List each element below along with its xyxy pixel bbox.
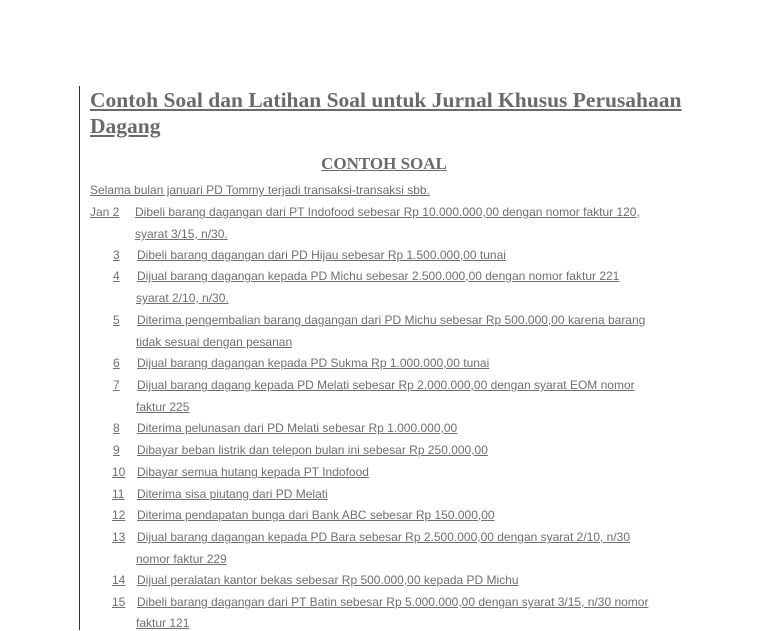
transaction-text[interactable]: syarat 2/10, n/30.	[136, 291, 229, 305]
section-heading[interactable]: CONTOH SOAL	[321, 154, 447, 173]
transaction-text[interactable]: Dijual barang dagangan kepada PD Michu sebesar 2.500.000,00 dengan nomor faktur 221	[137, 269, 620, 283]
transaction-text[interactable]: faktur 225	[136, 400, 190, 414]
transaction-text[interactable]: Dibeli barang dagangan dari PD Hijau sebesar Rp 1.500.000,00 tunai	[137, 248, 506, 262]
transaction-date[interactable]: 6	[113, 356, 120, 370]
transaction-date[interactable]: 13	[112, 530, 126, 544]
transaction-text[interactable]: Dijual peralatan kantor bekas sebesar Rp 500.000,00 kepada PD Michu	[137, 573, 519, 587]
transaction-text[interactable]: Diterima pelunasan dari PD Melati sebesar Rp 1.000.000,00	[137, 421, 458, 435]
transaction-text[interactable]: Diterima pengembalian barang dagangan dari PD Michu sebesar Rp 500.000,00 karena barang	[137, 313, 646, 327]
transaction-text[interactable]: Dibeli barang dagangan dari PT Batin sebesar Rp 5.000.000,00 dengan syarat 3/15, n/30 nomor	[137, 595, 649, 609]
transaction-text[interactable]: Dibayar beban listrik dan telepon bulan ini sebesar Rp 250.000,00	[137, 443, 488, 457]
transaction-date[interactable]: 12	[112, 508, 126, 522]
transaction-date[interactable]: 3	[113, 248, 120, 262]
transaction-date[interactable]: 4	[113, 269, 120, 283]
transaction-text[interactable]: Diterima pendapatan bunga dari Bank ABC sebesar Rp 150.000,00	[137, 508, 495, 522]
transaction-date[interactable]: 5	[113, 313, 120, 327]
transaction-text[interactable]: syarat 3/15, n/30.	[135, 227, 228, 241]
transaction-text[interactable]: Dibeli barang dagangan dari PT Indofood sebesar Rp 10.000.000,00 dengan nomor faktur 120,	[135, 205, 640, 219]
transaction-text[interactable]: Diterima sisa piutang dari PD Melati	[137, 487, 328, 501]
transaction-date[interactable]: 9	[113, 443, 120, 457]
transaction-text[interactable]: Dijual barang dagangan kepada PD Bara sebesar Rp 2.500.000,00 dengan syarat 2/10, n/30	[137, 530, 631, 544]
transaction-date[interactable]: Jan 2	[90, 205, 120, 219]
transaction-date[interactable]: 14	[112, 573, 126, 587]
transaction-date[interactable]: 8	[113, 421, 120, 435]
transaction-text[interactable]: faktur 121	[136, 616, 190, 630]
transaction-text[interactable]: Dijual barang dagangan kepada PD Sukma Rp 1.000.000,00 tunai	[137, 356, 490, 370]
left-margin-line	[79, 86, 80, 630]
transaction-date[interactable]: 15	[112, 595, 126, 609]
page-title[interactable]: Contoh Soal dan Latihan Soal untuk Jurnal Khusus Perusahaan Dagang	[90, 88, 682, 138]
transaction-date[interactable]: 11	[112, 487, 125, 501]
intro-text[interactable]: Selama bulan januari PD Tommy terjadi transaksi-transaksi sbb.	[90, 183, 430, 197]
transaction-text[interactable]: Dijual barang dagang kepada PD Melati sebesar Rp 2.000.000,00 dengan syarat EOM nomor	[137, 378, 635, 392]
transaction-text[interactable]: tidak sesuai dengan pesanan	[136, 335, 293, 349]
transaction-text[interactable]: Dibayar semua hutang kepada PT Indofood	[137, 465, 369, 479]
transaction-text[interactable]: nomor faktur 229	[136, 552, 227, 566]
transaction-date[interactable]: 7	[113, 378, 120, 392]
transaction-date[interactable]: 10	[112, 465, 126, 479]
